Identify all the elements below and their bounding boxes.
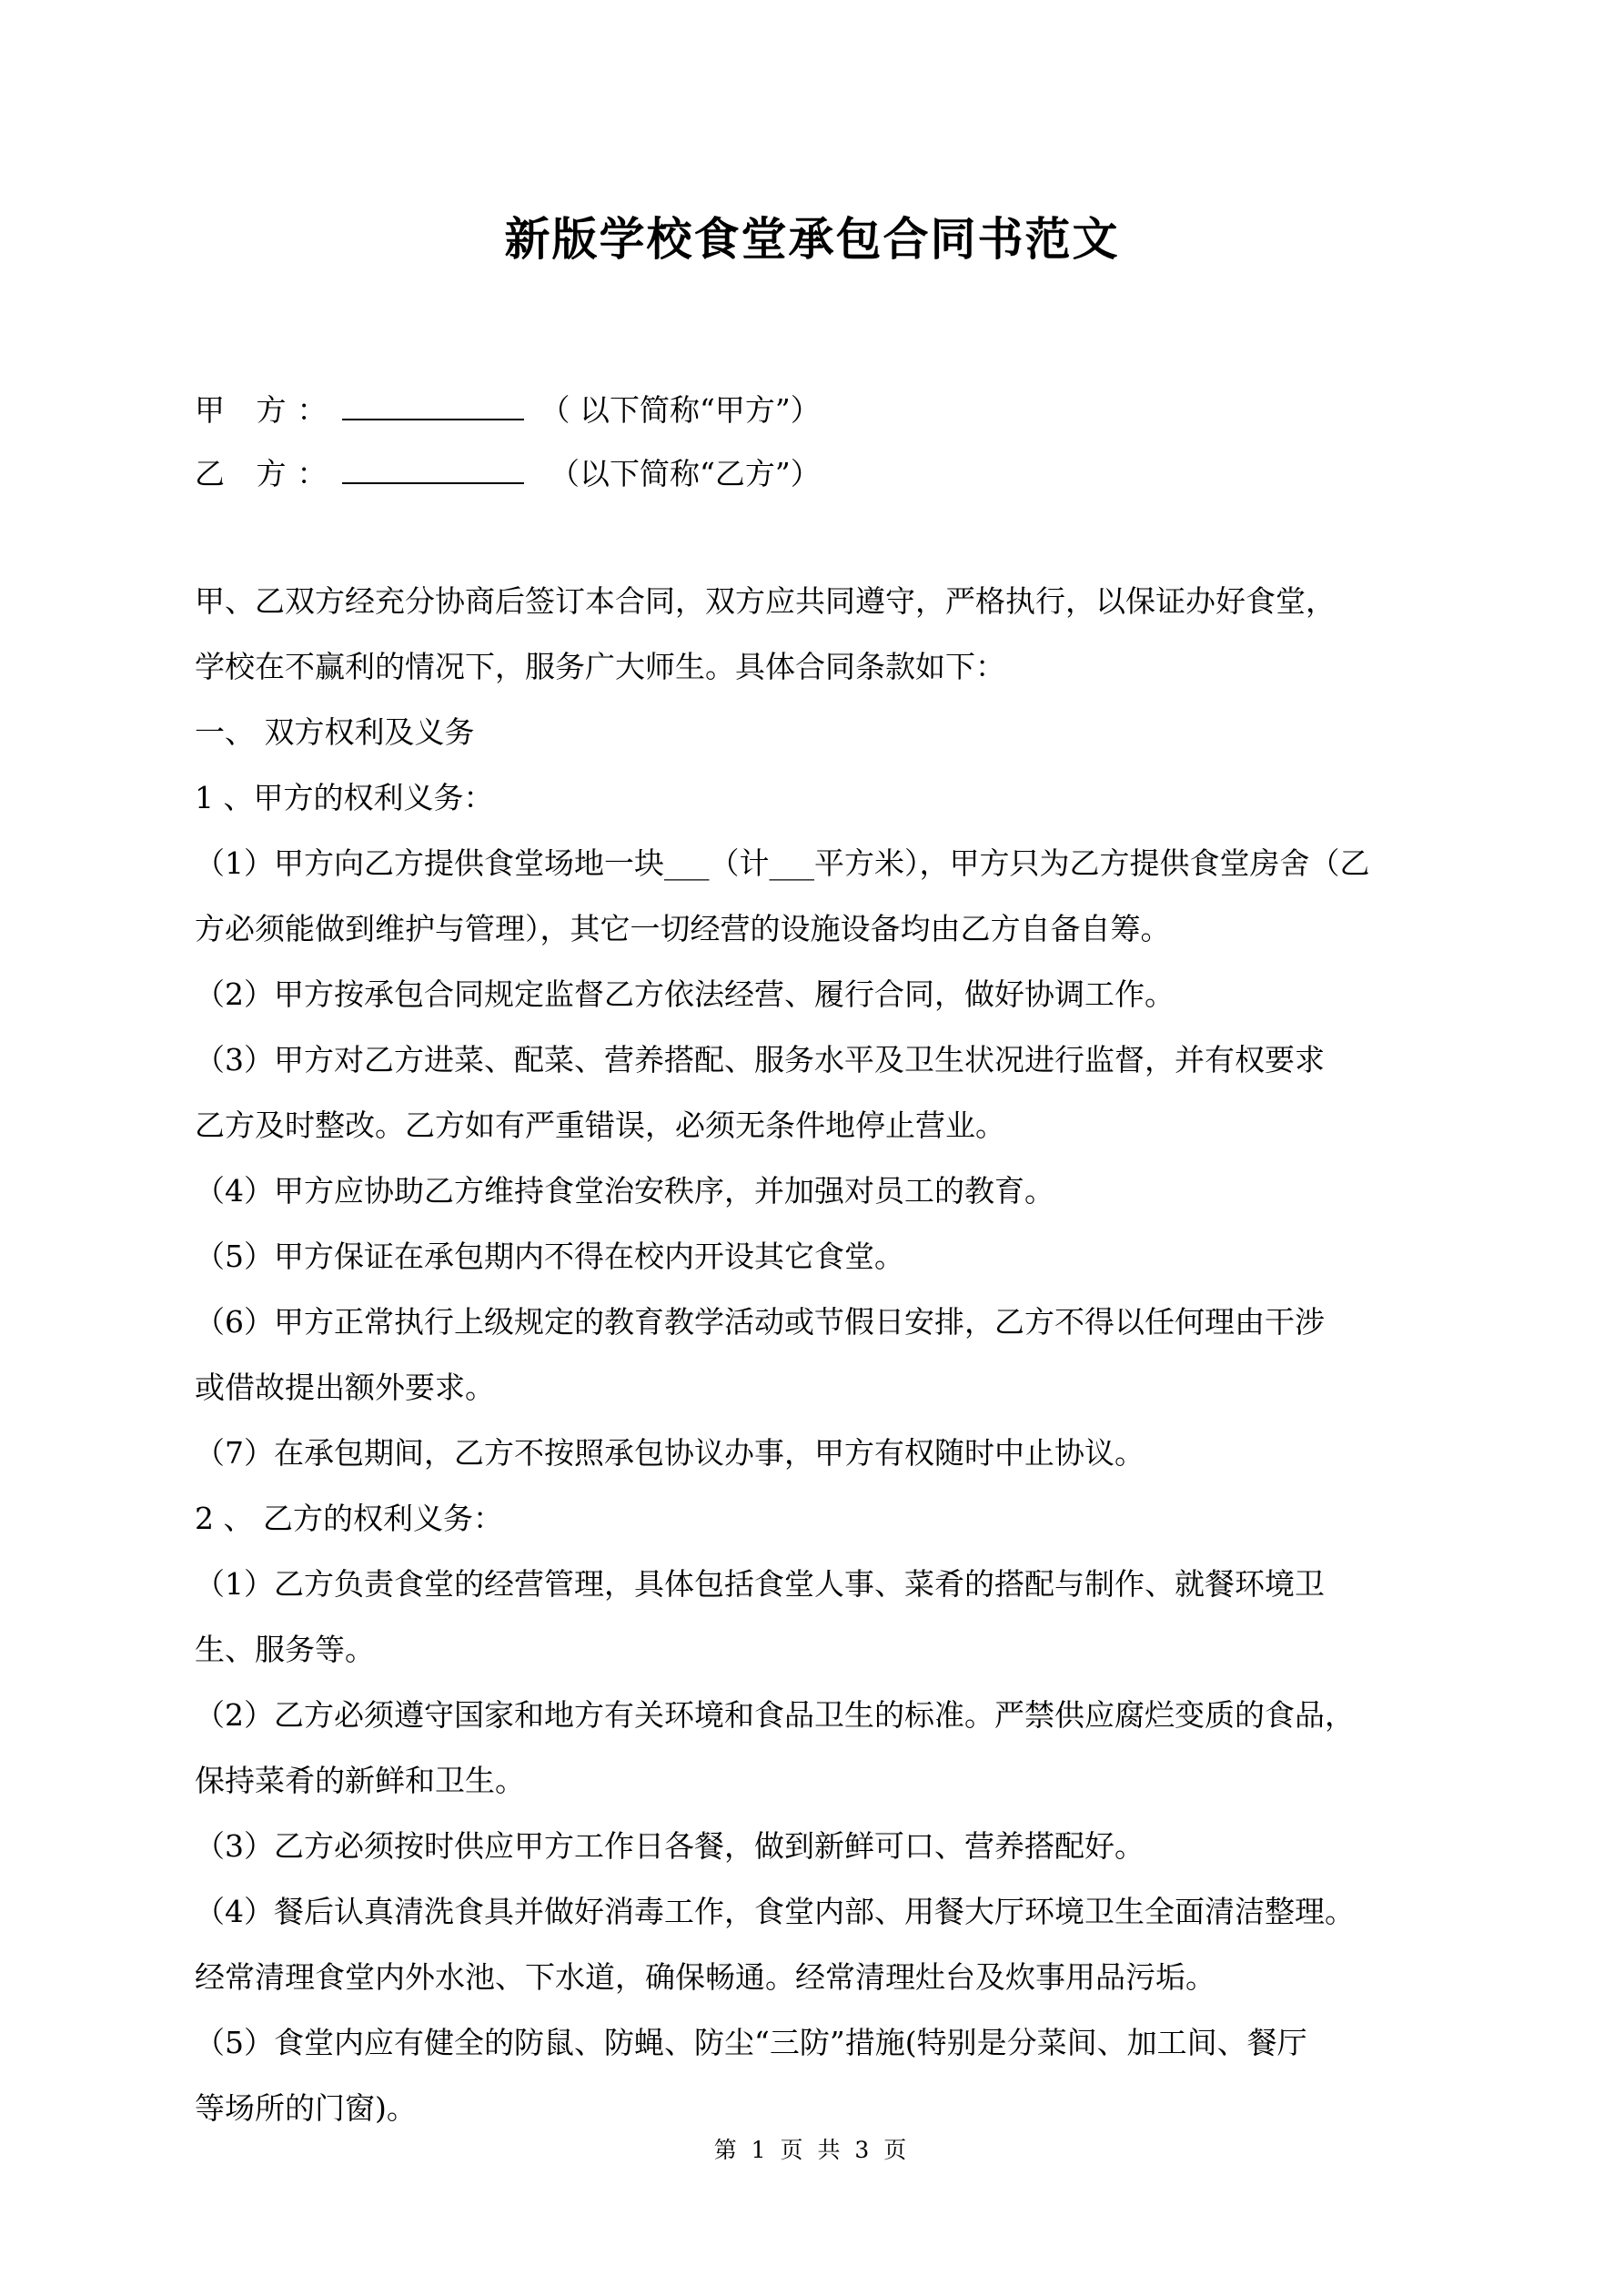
body-line: （3）甲方对乙方进菜、配菜、营养搭配、服务水平及卫生状况进行监督，并有权要求 bbox=[195, 1042, 1325, 1077]
body-line: （3）乙方必须按时供应甲方工作日各餐，做到新鲜可口、营养搭配好。 bbox=[195, 1828, 1145, 1864]
body-line: 保持菜肴的新鲜和卫生。 bbox=[195, 1763, 525, 1798]
body-line: 甲、乙双方经充分协商后签订本合同，双方应共同遵守，严格执行，以保证办好食堂， bbox=[195, 583, 1336, 619]
subsection-heading: 2 、 乙方的权利义务： bbox=[195, 1501, 503, 1536]
party-b-note: （以下简称“乙方”） bbox=[540, 456, 821, 491]
body-line: （7）在承包期间，乙方不按照承包协议办事，甲方有权随时中止协议。 bbox=[195, 1435, 1145, 1471]
page-footer: 第 1 页 共 3 页 bbox=[713, 2137, 911, 2163]
document-title: 新版学校食堂承包合同书范文 bbox=[504, 213, 1120, 266]
body-line: 乙方及时整改。乙方如有严重错误，必须无条件地停止营业。 bbox=[195, 1108, 1005, 1143]
body-line: 方必须能做到维护与管理），其它一切经营的设施设备均由乙方自备自筹。 bbox=[195, 911, 1171, 946]
body-line: （5）甲方保证在承包期内不得在校内开设其它食堂。 bbox=[195, 1239, 904, 1274]
body-line: （4）甲方应协助乙方维持食堂治安秩序，并加强对员工的教育。 bbox=[195, 1173, 1054, 1209]
body-line: 等场所的门窗)。 bbox=[195, 2090, 417, 2126]
body-line: 生、服务等。 bbox=[195, 1632, 375, 1667]
subsection-heading: 1 、甲方的权利义务： bbox=[195, 780, 494, 815]
body-line: 经常清理食堂内外水池、下水道，确保畅通。经常清理灶台及炊事用品污垢。 bbox=[195, 1959, 1215, 1995]
party-b-label: 乙 方： bbox=[195, 456, 338, 491]
party-a-blank bbox=[342, 393, 524, 420]
party-a-note: （ 以下简称“甲方”） bbox=[540, 392, 821, 428]
section-heading: 一、 双方权利及义务 bbox=[195, 714, 475, 750]
body-line: 学校在不赢利的情况下，服务广大师生。具体合同条款如下： bbox=[195, 649, 1005, 684]
body-line: （1）乙方负责食堂的经营管理，具体包括食堂人事、菜肴的搭配与制作、就餐环境卫 bbox=[195, 1566, 1325, 1602]
body-line: （5）食堂内应有健全的防鼠、防蝇、防尘“三防”措施(特别是分菜间、加工间、餐厅 bbox=[195, 2025, 1307, 2060]
body-line: 或借故提出额外要求。 bbox=[195, 1370, 495, 1405]
party-a-line bbox=[195, 389, 821, 431]
body-line: （2）乙方必须遵守国家和地方有关环境和食品卫生的标准。严禁供应腐烂变质的食品， bbox=[195, 1697, 1355, 1733]
body-line: （1）甲方向乙方提供食堂场地一块___（计___平方米），甲方只为乙方提供食堂房舍（乙 bbox=[195, 845, 1370, 881]
party-b-blank bbox=[342, 457, 524, 484]
body-line: （4）餐后认真清洗食具并做好消毒工作，食堂内部、用餐大厅环境卫生全面清洁整理。 bbox=[195, 1894, 1355, 1929]
party-a-label: 甲 方： bbox=[195, 392, 338, 428]
body-line: （6）甲方正常执行上级规定的教育教学活动或节假日安排，乙方不得以任何理由干涉 bbox=[195, 1304, 1325, 1340]
party-b-line bbox=[195, 453, 821, 495]
body-line: （2）甲方按承包合同规定监督乙方依法经营、履行合同，做好协调工作。 bbox=[195, 976, 1175, 1012]
